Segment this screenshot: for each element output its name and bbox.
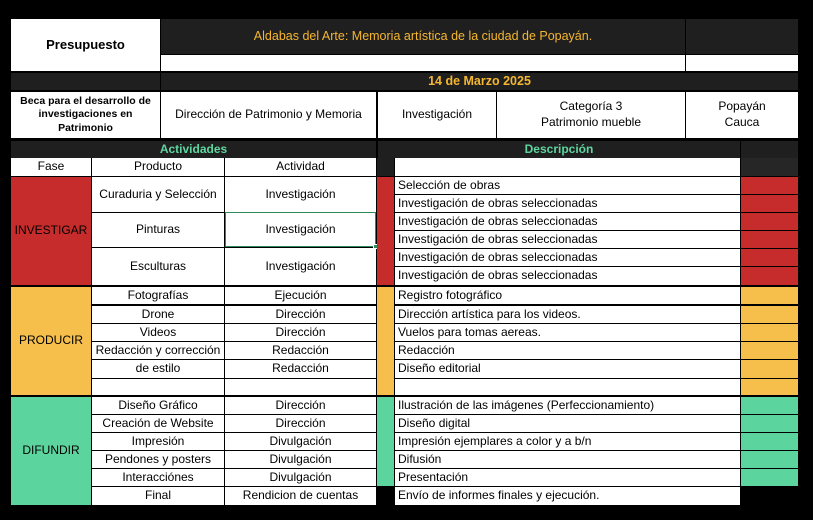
- activity-cell: Dirección: [225, 324, 376, 341]
- direccion-cell: Dirección de Patrimonio y Memoria: [161, 92, 376, 138]
- product-cell-blank: [92, 379, 224, 395]
- beca-cell: [11, 92, 160, 138]
- right-swatch: [741, 469, 798, 486]
- beca-line2: investigaciones en Patrimonio: [38, 108, 133, 134]
- activity-cell: Investigación: [225, 248, 376, 285]
- product-cell: Redacción y corrección: [92, 342, 224, 359]
- header-empty-cell: [686, 19, 798, 54]
- activity-cell: Dirección: [225, 397, 376, 414]
- description-row: Diseño editorial: [395, 360, 740, 378]
- col-desc-marker: [377, 158, 394, 176]
- phase-producir: PRODUCIR: [11, 287, 91, 395]
- activity-cell: Divulgación: [225, 451, 376, 468]
- product-cell: Esculturas: [92, 248, 224, 285]
- desc-marker-difundir: [377, 397, 394, 486]
- phase-investigar: INVESTIGAR: [11, 177, 91, 285]
- col-producto: Producto: [92, 158, 224, 176]
- description-row: Investigación de obras seleccionadas: [395, 249, 740, 266]
- descripcion-header-right: [741, 141, 798, 158]
- product-cell: Impresión: [92, 433, 224, 450]
- header-blank-row-right: [686, 55, 798, 71]
- date-row-left: [11, 73, 160, 90]
- activity-cell: Redacción: [225, 342, 376, 359]
- desc-marker-investigar: [377, 177, 394, 285]
- categoria-line2: Patrimonio mueble: [540, 115, 642, 129]
- activity-cell: Dirección: [225, 306, 376, 323]
- activity-cell: Dirección: [225, 415, 376, 432]
- product-cell: Drone: [92, 306, 224, 323]
- col-desc-blank: [395, 158, 740, 176]
- description-row: Selección de obras: [395, 177, 740, 194]
- right-swatch: [741, 415, 798, 432]
- right-swatch: [741, 306, 798, 323]
- description-row: Diseño digital: [395, 415, 740, 432]
- description-row: Investigación de obras seleccionadas: [395, 267, 740, 285]
- ciudad-line: Popayán: [718, 99, 766, 114]
- product-cell: Pinturas: [92, 213, 224, 247]
- product-cell: Curaduria y Selección: [92, 177, 224, 212]
- description-row: Redacción: [395, 342, 740, 359]
- description-row: Ilustración de las imágenes (Perfeccionamiento): [395, 397, 740, 414]
- col-right-blank: [741, 158, 798, 176]
- right-swatch: [741, 433, 798, 450]
- product-cell: Pendones y posters: [92, 451, 224, 468]
- categoria-line1: Categoría 3: [559, 99, 623, 114]
- beca-line1: Beca para el desarrollo de: [20, 94, 151, 107]
- activity-cell-blank: [225, 379, 376, 395]
- product-cell: Interacciónes: [92, 469, 224, 486]
- description-row: Dirección artística para los videos.: [395, 306, 740, 323]
- right-swatch: [741, 267, 798, 285]
- right-swatch: [741, 249, 798, 266]
- header-blank-row: [161, 55, 685, 71]
- right-swatch: [741, 360, 798, 378]
- product-cell: Creación de Website: [92, 415, 224, 432]
- desc-marker-final: [377, 487, 394, 505]
- col-fase: Fase: [11, 158, 91, 176]
- activity-cell: Divulgación: [225, 469, 376, 486]
- right-swatch: [741, 342, 798, 359]
- description-row: Envío de informes finales y ejecución.: [395, 487, 740, 505]
- description-row-blank: [395, 379, 740, 395]
- desc-marker-producir: [377, 287, 394, 395]
- product-cell: Videos: [92, 324, 224, 341]
- right-swatch: [741, 177, 798, 194]
- phase-difundir: DIFUNDIR: [11, 397, 91, 505]
- project-title: Aldabas del Arte: Memoria artística de la ciudad de Popayán.: [161, 19, 685, 54]
- departamento-line: Cauca: [724, 115, 760, 129]
- description-row: Investigación de obras seleccionadas: [395, 231, 740, 248]
- activity-cell: Divulgación: [225, 433, 376, 450]
- description-row: Difusión: [395, 451, 740, 468]
- right-swatch: [741, 397, 798, 414]
- description-row: Vuelos para tomas aereas.: [395, 324, 740, 341]
- description-row: Registro fotográfico: [395, 287, 740, 304]
- right-swatch: [741, 379, 798, 395]
- ciudad-cell: [686, 92, 798, 138]
- activity-cell: Redacción: [225, 360, 376, 378]
- right-swatch: [741, 213, 798, 230]
- product-cell: de estilo: [92, 360, 224, 378]
- description-row: Investigación de obras seleccionadas: [395, 213, 740, 230]
- actividades-header: Actividades: [11, 141, 376, 158]
- right-swatch: [741, 287, 798, 304]
- product-cell: Diseño Gráfico: [92, 397, 224, 414]
- col-actividad: Actividad: [225, 158, 376, 176]
- right-swatch: [741, 324, 798, 341]
- presupuesto-title: Presupuesto: [11, 19, 160, 71]
- right-swatch: [741, 195, 798, 212]
- activity-cell: Investigación: [225, 177, 376, 212]
- description-row: Impresión ejemplares a color y a b/n: [395, 433, 740, 450]
- right-swatch: [741, 451, 798, 468]
- activity-cell: Rendicion de cuentas: [225, 487, 376, 505]
- categoria-cell: [497, 92, 685, 138]
- description-row: Investigación de obras seleccionadas: [395, 195, 740, 212]
- right-swatch: [741, 231, 798, 248]
- activity-cell-selected[interactable]: Investigación: [225, 212, 376, 247]
- tipo-cell: Investigación: [378, 92, 496, 138]
- product-cell: Fotografías: [92, 287, 224, 304]
- descripcion-header: Descripción: [378, 141, 740, 158]
- date-label: 14 de Marzo 2025: [161, 73, 798, 90]
- description-row: Presentación: [395, 469, 740, 486]
- product-cell: Final: [92, 487, 224, 505]
- activity-cell: Ejecución: [225, 287, 376, 304]
